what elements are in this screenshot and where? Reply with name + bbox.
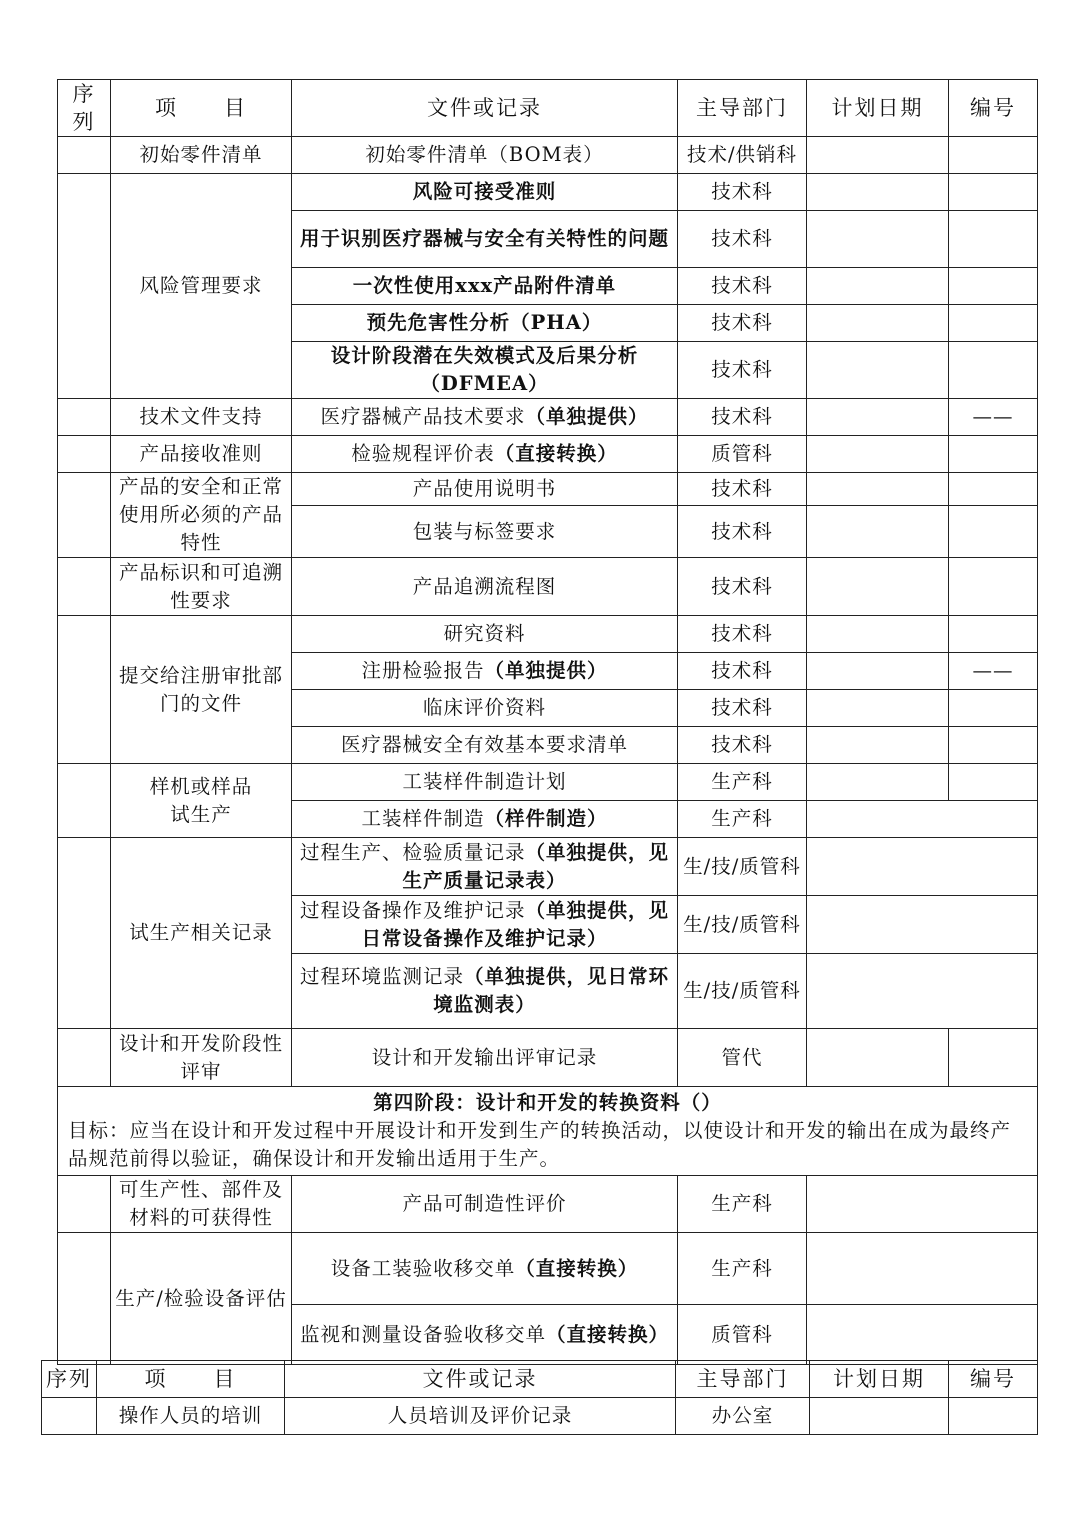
doc-note: （直接转换） [546,1322,670,1346]
stage-title: 第四阶段：设计和开发的转换资料（） [373,1091,722,1114]
table-row [58,137,1038,174]
doc-text: 工装样件制造 [361,807,485,830]
no-cell [949,727,1038,764]
no-cell [949,558,1038,616]
doc-note: （单独提供，见日常环境监测表） [433,965,670,1016]
date-cell [807,801,949,838]
date-cell [807,211,949,268]
header-row [58,80,1038,137]
no-cell [949,1029,1038,1087]
dept-cell: 质管科 [678,436,807,473]
item-cell: 初始零件清单 [111,137,292,174]
doc-cell: 产品使用说明书 [292,473,678,506]
table-row [58,616,1038,653]
table-row [58,174,1038,211]
dept-cell: 质管科 [678,1305,807,1365]
stage-goal: 目标：应当在设计和开发过程中开展设计和开发到生产的转换活动，以使设计和开发的输出在成为最终产品规范前得以验证，确保设计和开发输出适用于生产。 [68,1119,1012,1170]
date-cell [807,137,949,174]
header-row [42,1361,1038,1398]
date-cell [807,558,949,616]
no-cell [949,1398,1038,1435]
doc-text: 设备工装验收移交单 [330,1256,516,1280]
date-cell [807,305,949,342]
doc-cell [292,838,678,896]
doc-cell: 设计阶段潜在失效模式及后果分析（DFMEA） [292,342,678,399]
doc-text: 过程生产、检验质量记录 [299,840,526,864]
header-item: 项 目 [111,80,292,137]
doc-cell: 用于识别医疗器械与安全有关特性的问题 [292,211,678,268]
header-no: 编号 [949,80,1038,137]
dept-cell: 技术科 [678,616,807,653]
header-doc: 文件或记录 [292,80,678,137]
header-item: 项 目 [97,1361,285,1398]
header-date: 计划日期 [807,80,949,137]
seq-cell [58,838,111,1029]
date-cell [807,727,949,764]
date-cell [807,1029,949,1087]
doc-cell [292,801,678,838]
doc-cell: 风险可接受准则 [292,174,678,211]
item-cell: 提交给注册审批部门的文件 [111,616,292,764]
no-cell [949,1233,1038,1305]
seq-cell [58,1233,111,1365]
header-date: 计划日期 [810,1361,949,1398]
dept-cell: 技术科 [678,506,807,558]
seq-cell [58,558,111,616]
no-cell [949,764,1038,801]
date-cell [807,764,949,801]
no-cell [949,690,1038,727]
seq-cell [58,616,111,764]
table-row [58,399,1038,436]
dept-cell: 技术科 [678,174,807,211]
item-cell: 试生产相关记录 [111,838,292,1029]
dept-cell: 技术科 [678,473,807,506]
doc-cell: 医疗器械安全有效基本要求清单 [292,727,678,764]
table-row [58,1233,1038,1305]
no-cell [949,268,1038,305]
doc-cell [292,1233,678,1305]
no-cell [949,211,1038,268]
doc-cell: 临床评价资料 [292,690,678,727]
no-cell [949,137,1038,174]
doc-cell [292,954,678,1029]
item-cell [111,764,292,838]
header-dept: 主导部门 [678,80,807,137]
dept-cell: 生/技/质管科 [678,954,807,1029]
table-row [42,1398,1038,1435]
no-cell: —— [949,653,1038,690]
no-cell [949,801,1038,838]
date-cell [807,342,949,399]
no-cell [949,473,1038,506]
no-cell [949,896,1038,954]
no-cell: —— [949,399,1038,436]
dept-cell: 技术科 [678,727,807,764]
no-cell [949,506,1038,558]
date-cell [807,616,949,653]
no-cell [949,954,1038,1029]
header-seq: 序列 [58,80,111,137]
table-row [58,764,1038,801]
header-no: 编号 [949,1361,1038,1398]
no-cell [949,305,1038,342]
stage-goal-cell [58,1087,1038,1176]
date-cell [807,1233,949,1305]
doc-cell: 人员培训及评价记录 [285,1398,676,1435]
doc-note: （直接转换） [515,1256,639,1280]
stage-row [58,1087,1038,1176]
dept-cell: 技术科 [678,558,807,616]
date-cell [807,174,949,211]
dept-cell: 办公室 [676,1398,810,1435]
document-table [57,79,1038,1365]
item-cell: 技术文件支持 [111,399,292,436]
dept-cell: 生产科 [678,1233,807,1305]
date-cell [807,838,949,896]
item-cell: 可生产性、部件及材料的可获得性 [111,1176,292,1233]
seq-cell [58,1029,111,1087]
dept-cell: 生/技/质管科 [678,838,807,896]
doc-cell: 研究资料 [292,616,678,653]
date-cell [807,506,949,558]
date-cell [810,1398,949,1435]
dept-cell: 生产科 [678,764,807,801]
table-row [58,838,1038,896]
header-seq: 序列 [42,1361,97,1398]
doc-text: 监视和测量设备验收移交单 [299,1322,546,1346]
dept-cell: 生产科 [678,801,807,838]
date-cell [807,268,949,305]
doc-text: 过程设备操作及维护记录 [299,898,526,922]
doc-text: 注册检验报告 [361,659,485,682]
doc-cell [292,399,678,436]
doc-note: （单独提供，见生产质量记录表） [402,840,670,892]
date-cell [807,954,949,1029]
no-cell [949,436,1038,473]
seq-cell [58,1176,111,1233]
doc-text: 检验规程评价表 [351,442,495,465]
doc-cell: 初始零件清单（BOM表） [292,137,678,174]
doc-note: （直接转换） [494,442,618,465]
no-cell [949,838,1038,896]
seq-cell [58,764,111,838]
seq-cell [58,399,111,436]
date-cell [807,1176,949,1233]
seq-cell [58,436,111,473]
table-row [58,1176,1038,1233]
dept-cell: 技术/供销科 [678,137,807,174]
date-cell [807,896,949,954]
doc-cell: 产品追溯流程图 [292,558,678,616]
doc-cell: 产品可制造性评价 [292,1176,678,1233]
no-cell [949,616,1038,653]
date-cell [807,399,949,436]
doc-text: 医疗器械产品技术要求 [320,405,526,428]
date-cell [807,690,949,727]
no-cell [949,342,1038,399]
doc-cell [292,1305,678,1365]
dept-cell: 技术科 [678,399,807,436]
doc-cell: 工装样件制造计划 [292,764,678,801]
no-cell [949,1305,1038,1365]
doc-cell: 一次性使用xxx产品附件清单 [292,268,678,305]
dept-cell: 技术科 [678,268,807,305]
item-line: 样机或样品 [149,774,253,798]
seq-cell [58,137,111,174]
doc-note: （单独提供） [484,659,608,682]
doc-cell [292,896,678,954]
dept-cell: 技术科 [678,305,807,342]
doc-cell: 包装与标签要求 [292,506,678,558]
dept-cell: 生产科 [678,1176,807,1233]
doc-cell [292,436,678,473]
date-cell [807,436,949,473]
date-cell [807,653,949,690]
doc-cell: 设计和开发输出评审记录 [292,1029,678,1087]
dept-cell: 技术科 [678,342,807,399]
no-cell [949,1176,1038,1233]
table-row [58,473,1038,506]
header-doc: 文件或记录 [285,1361,676,1398]
item-cell: 产品的安全和正常使用所必须的产品特性 [111,473,292,558]
no-cell [949,174,1038,211]
doc-note: （样件制造） [484,807,608,830]
dept-cell: 生/技/质管科 [678,896,807,954]
item-cell: 风险管理要求 [111,174,292,399]
doc-cell [292,653,678,690]
table-row [58,558,1038,616]
doc-note: （单独提供） [525,405,649,428]
seq-cell [58,174,111,399]
item-cell: 产品接收准则 [111,436,292,473]
dept-cell: 技术科 [678,690,807,727]
item-line: 试生产 [170,802,232,826]
date-cell [807,1305,949,1365]
item-cell: 生产/检验设备评估 [111,1233,292,1365]
doc-cell: 预先危害性分析（PHA） [292,305,678,342]
item-cell: 设计和开发阶段性评审 [111,1029,292,1087]
doc-text: 过程环境监测记录 [299,965,464,988]
seq-cell [42,1398,97,1435]
continuation-table [41,1360,1038,1435]
doc-note: （单独提供，见日常设备操作及维护记录） [361,898,670,950]
seq-cell [58,473,111,558]
item-cell: 操作人员的培训 [97,1398,285,1435]
header-dept: 主导部门 [676,1361,810,1398]
dept-cell: 管代 [678,1029,807,1087]
item-cell: 产品标识和可追溯性要求 [111,558,292,616]
table-row [58,436,1038,473]
date-cell [807,473,949,506]
table-row [58,1029,1038,1087]
dept-cell: 技术科 [678,211,807,268]
dept-cell: 技术科 [678,653,807,690]
